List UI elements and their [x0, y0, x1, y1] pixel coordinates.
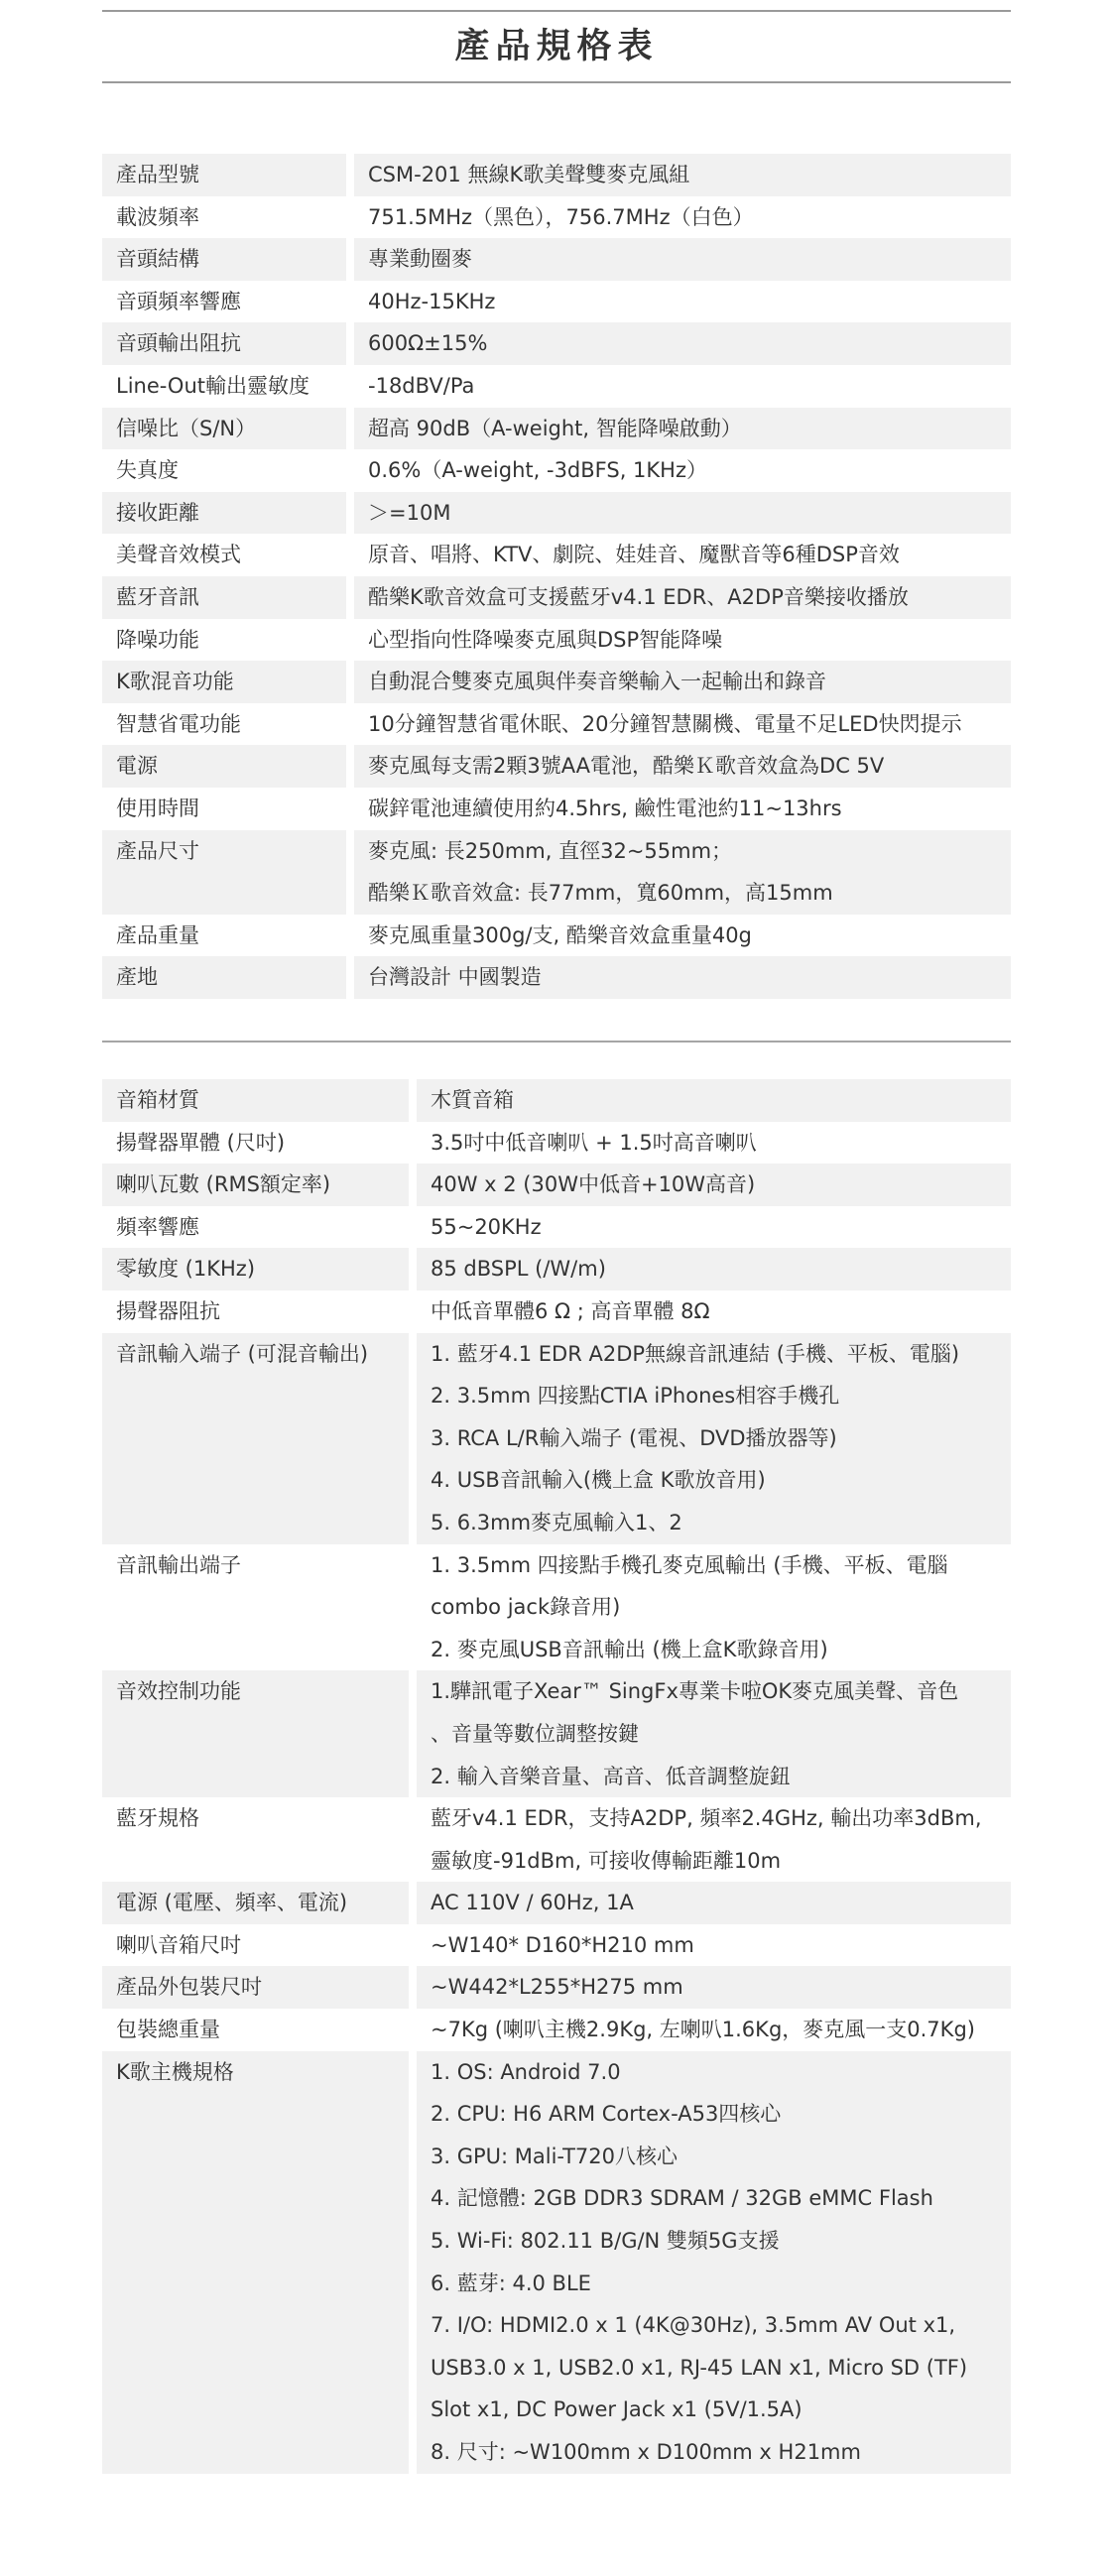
spec-value	[409, 1290, 1011, 1333]
spec-value	[346, 449, 1011, 492]
table-row	[102, 1333, 1011, 1544]
spec-value	[409, 1079, 1011, 1122]
section-divider	[102, 1041, 1011, 1043]
spec-label: 音箱材質	[102, 1079, 409, 1122]
table-row	[102, 154, 1011, 196]
spec-label: 音頭結構	[102, 238, 346, 281]
spec-label: 失真度	[102, 449, 346, 492]
table-row	[102, 1544, 1011, 1671]
spec-value-line: 3.5吋中低音喇叭 + 1.5吋高音喇叭	[431, 1130, 757, 1155]
table-row	[102, 1882, 1011, 1924]
table-row	[102, 196, 1011, 239]
spec-label: 音訊輸入端子 (可混音輸出)	[102, 1333, 409, 1544]
spec-value	[409, 2009, 1011, 2051]
spec-value-line: CSM-201 無線K歌美聲雙麥克風組	[368, 163, 690, 186]
spec-value	[346, 196, 1011, 239]
spec-value-line: 751.5MHz（黑色），756.7MHz（白色）	[368, 204, 754, 229]
spec-label: 音頭輸出阻抗	[102, 322, 346, 365]
spec-value	[346, 154, 1011, 196]
spec-value-line: 麥克風: 長250mm, 直徑32~55mm；	[368, 838, 733, 863]
spec-value-line: Slot x1, DC Power Jack x1 (5V/1.5A)	[431, 2397, 803, 2422]
spec-value	[409, 1924, 1011, 1967]
spec-label: 揚聲器單體 (尺吋)	[102, 1122, 409, 1165]
spec-value-line: 7. I/O: HDMI2.0 x 1 (4K@30Hz), 3.5mm AV Out x1,	[431, 2313, 956, 2338]
spec-value	[346, 238, 1011, 281]
spec-value-line: 55~20KHz	[431, 1214, 542, 1239]
spec-label: Line-Out輸出靈敏度	[102, 365, 346, 408]
spec-value	[346, 619, 1011, 662]
spec-value	[409, 1544, 1011, 1671]
table-row	[102, 1079, 1011, 1122]
table-row	[102, 1924, 1011, 1967]
table-row	[102, 830, 1011, 915]
spec-value-line: 、音量等數位調整按鍵	[431, 1721, 639, 1746]
spec-table-microphone	[102, 154, 1011, 999]
spec-value	[409, 1670, 1011, 1797]
spec-value	[346, 534, 1011, 576]
spec-label: 產品型號	[102, 154, 346, 196]
spec-value	[346, 830, 1011, 915]
spec-table-speaker	[102, 1079, 1011, 2474]
spec-value-line: 2. 麥克風USB音訊輸出 (機上盒K歌錄音用)	[431, 1637, 828, 1661]
spec-value	[346, 745, 1011, 788]
table-row	[102, 1122, 1011, 1165]
spec-value-line: 專業動圈麥	[368, 247, 472, 272]
table-row	[102, 534, 1011, 576]
spec-value	[409, 1966, 1011, 2009]
table-row	[102, 1290, 1011, 1333]
table-row	[102, 365, 1011, 408]
spec-label: 揚聲器阻抗	[102, 1290, 409, 1333]
table-row	[102, 1206, 1011, 1249]
spec-value-line: 酷樂K歌音效盒可支援藍牙v4.1 EDR、A2DP音樂接收播放	[368, 584, 909, 609]
spec-value	[409, 1122, 1011, 1165]
spec-value	[346, 703, 1011, 746]
spec-value	[409, 1882, 1011, 1924]
spec-value-line: 1. 藍牙4.1 EDR A2DP無線音訊連結 (手機、平板、電腦)	[431, 1341, 960, 1366]
spec-value	[346, 788, 1011, 830]
spec-label: 美聲音效模式	[102, 534, 346, 576]
spec-value-line: 2. CPU: H6 ARM Cortex-A53四核心	[431, 2102, 782, 2127]
table-row	[102, 2009, 1011, 2051]
spec-value-line: 中低音單體6 Ω ; 高音單體 8Ω	[431, 1298, 710, 1323]
spec-value-line: 4. 記憶體: 2GB DDR3 SDRAM / 32GB eMMC Flash	[431, 2186, 933, 2211]
spec-label: K歌主機規格	[102, 2051, 409, 2474]
title-block	[102, 10, 1011, 83]
spec-label: 藍牙音訊	[102, 576, 346, 619]
table-row	[102, 238, 1011, 281]
spec-label: 電源	[102, 745, 346, 788]
spec-value	[346, 365, 1011, 408]
spec-value-line: AC 110V / 60Hz, 1A	[431, 1891, 634, 1915]
page-title: 產品規格表	[454, 27, 659, 66]
spec-value	[409, 1164, 1011, 1206]
table-row	[102, 1248, 1011, 1290]
spec-value-line: 5. Wi-Fi: 802.11 B/G/N 雙頻5G支援	[431, 2229, 780, 2254]
spec-value-line: 心型指向性降噪麥克風與DSP智能降噪	[368, 627, 723, 652]
spec-value-line: 1. 3.5mm 四接點手機孔麥克風輸出 (手機、平板、電腦	[431, 1552, 948, 1577]
spec-value-line: 3. GPU: Mali-T720八核心	[431, 2144, 678, 2168]
spec-value-line: combo jack錄音用)	[431, 1595, 621, 1620]
spec-value-line: 4. USB音訊輸入(機上盒 K歌放音用)	[431, 1468, 766, 1493]
spec-value-line: USB3.0 x 1, USB2.0 x1, RJ-45 LAN x1, Micro SD (TF)	[431, 2355, 968, 2380]
table-row	[102, 408, 1011, 450]
spec-value-line: 1. OS: Android 7.0	[431, 2059, 621, 2084]
spec-value-line: 台灣設計 中國製造	[368, 965, 542, 990]
spec-value	[346, 661, 1011, 703]
spec-label: 產地	[102, 956, 346, 999]
table-row	[102, 576, 1011, 619]
table-row	[102, 915, 1011, 957]
table-row	[102, 1164, 1011, 1206]
spec-label: 喇叭音箱尺吋	[102, 1924, 409, 1967]
spec-value	[346, 492, 1011, 535]
spec-value-line: 0.6%（A-weight, -3dBFS, 1KHz）	[368, 458, 707, 483]
spec-value-line: 碳鋅電池連續使用約4.5hrs, 鹼性電池約11~13hrs	[368, 796, 842, 820]
spec-value-line: 40Hz-15KHz	[368, 289, 496, 313]
spec-label: 音頭頻率響應	[102, 281, 346, 323]
table-row	[102, 956, 1011, 999]
spec-value-line: 2. 輸入音樂音量、高音、低音調整旋鈕	[431, 1764, 791, 1788]
spec-value	[409, 1206, 1011, 1249]
spec-label: 信噪比（S/N）	[102, 408, 346, 450]
table-row	[102, 703, 1011, 746]
spec-value-line: 40W x 2 (30W中低音+10W高音)	[431, 1172, 756, 1197]
table-row	[102, 619, 1011, 662]
spec-label: 使用時間	[102, 788, 346, 830]
spec-label: 產品尺寸	[102, 830, 346, 915]
table-row	[102, 661, 1011, 703]
spec-label: 頻率響應	[102, 1206, 409, 1249]
spec-value-line: -18dBV/Pa	[368, 373, 475, 398]
spec-table-body	[102, 154, 1011, 999]
spec-label: 智慧省電功能	[102, 703, 346, 746]
spec-value-line: 木質音箱	[431, 1088, 514, 1112]
spec-value	[409, 1333, 1011, 1544]
spec-value	[346, 408, 1011, 450]
spec-value-line: 5. 6.3mm麥克風輸入1、2	[431, 1510, 682, 1534]
spec-label: 載波頻率	[102, 196, 346, 239]
spec-value-line: 2. 3.5mm 四接點CTIA iPhones相容手機孔	[431, 1384, 840, 1409]
spec-value-line: 酷樂Ｋ歌音效盒: 長77mm，寬60mm，高15mm	[368, 881, 833, 906]
spec-label: 喇叭瓦數 (RMS額定率)	[102, 1164, 409, 1206]
table-row	[102, 1966, 1011, 2009]
table-row	[102, 1670, 1011, 1797]
table-row	[102, 322, 1011, 365]
spec-value	[346, 915, 1011, 957]
spec-value	[346, 956, 1011, 999]
spec-label: 零敏度 (1KHz)	[102, 1248, 409, 1290]
spec-label: 產品重量	[102, 915, 346, 957]
spec-value-line: 超高 90dB（A-weight, 智能降噪啟動）	[368, 416, 742, 440]
table-row	[102, 449, 1011, 492]
spec-label: 電源 (電壓、頻率、電流)	[102, 1882, 409, 1924]
spec-value	[409, 1797, 1011, 1882]
spec-value-line: 1.驊訊電子Xear™ SingFx專業卡啦OK麥克風美聲、音色	[431, 1679, 959, 1704]
spec-value-line: ＞=10M	[368, 500, 451, 525]
spec-value-line: 麥克風重量300g/支, 酷樂音效盒重量40g	[368, 922, 752, 947]
spec-value	[409, 2051, 1011, 2474]
table-row	[102, 745, 1011, 788]
spec-value-line: 靈敏度-91dBm, 可接收傳輸距離10m	[431, 1848, 782, 1873]
spec-value-line: ~W442*L255*H275 mm	[431, 1975, 683, 2000]
spec-value-line: 麥克風每支需2顆3號AA電池，酷樂Ｋ歌音效盒為DC 5V	[368, 754, 885, 779]
spec-value	[346, 281, 1011, 323]
spec-label: 接收距離	[102, 492, 346, 535]
table-row	[102, 492, 1011, 535]
spec-value-line: 原音、唱將、KTV、劇院、娃娃音、魔獸音等6種DSP音效	[368, 543, 900, 567]
spec-label: 音效控制功能	[102, 1670, 409, 1797]
table-row	[102, 281, 1011, 323]
spec-value-line: 85 dBSPL (/W/m)	[431, 1257, 606, 1282]
table-row	[102, 2051, 1011, 2474]
spec-value	[346, 322, 1011, 365]
spec-value-line: 自動混合雙麥克風與伴奏音樂輸入一起輸出和錄音	[368, 670, 826, 694]
spec-label: 包裝總重量	[102, 2009, 409, 2051]
spec-value-line: 6. 藍芽: 4.0 BLE	[431, 2270, 591, 2295]
spec-label: 降噪功能	[102, 619, 346, 662]
spec-value-line: 10分鐘智慧省電休眠、20分鐘智慧關機、電量不足LED快閃提示	[368, 711, 962, 736]
table-row	[102, 1797, 1011, 1882]
spec-label: 產品外包裝尺吋	[102, 1966, 409, 2009]
spec-value-line: ~7Kg (喇叭主機2.9Kg, 左喇叭1.6Kg，麥克風一支0.7Kg)	[431, 2018, 975, 2042]
spec-label: K歌混音功能	[102, 661, 346, 703]
spec-value-line: 8. 尺寸: ~W100mm x D100mm x H21mm	[431, 2440, 861, 2464]
spec-value-line: 600Ω±15%	[368, 331, 488, 356]
spec-value-line: 3. RCA L/R輸入端子 (電視、DVD播放器等)	[431, 1425, 837, 1450]
spec-value	[346, 576, 1011, 619]
spec-value-line: 藍牙v4.1 EDR，支持A2DP, 頻率2.4GHz, 輸出功率3dBm,	[431, 1806, 982, 1831]
table-row	[102, 788, 1011, 830]
spec-label: 音訊輸出端子	[102, 1544, 409, 1671]
spec-value	[409, 1248, 1011, 1290]
spec-value-line: ~W140* D160*H210 mm	[431, 1932, 694, 1957]
spec-label: 藍牙規格	[102, 1797, 409, 1882]
title-bottom-divider	[102, 81, 1011, 83]
spec-table-body	[102, 1079, 1011, 2474]
